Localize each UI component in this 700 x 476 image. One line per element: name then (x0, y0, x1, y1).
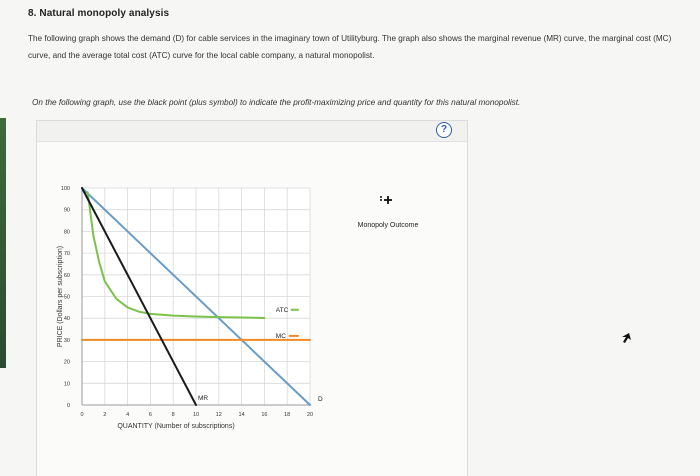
x-tick-label: 10 (192, 412, 200, 418)
y-tick-label: 80 (63, 229, 70, 236)
question-title: 8. Natural monopoly analysis (28, 8, 170, 19)
help-icon[interactable]: ? (436, 122, 452, 138)
y-tick-label: 40 (63, 316, 70, 323)
x-tick-label: 20 (306, 412, 314, 418)
y-tick-label: 10 (63, 381, 70, 388)
question-paragraph: The following graph shows the demand (D) for cable services in the imaginary town of Utilityburg. The graph also shows the marginal revenue (MR) curve, the marginal cost (MC) curve, and the average total cost (ATC) curve for the local cable company, a natural monopolist. (28, 34, 672, 60)
y-tick-label: 30 (63, 337, 70, 344)
x-tick-label: 4 (126, 412, 130, 418)
cursor-icon (622, 333, 631, 343)
x-axis-title: QUANTITY (Number of subscriptions) (117, 423, 235, 430)
x-tick-label: 2 (103, 412, 107, 418)
plus-point-dot-left (380, 199, 382, 201)
y-tick-label: 20 (63, 359, 70, 366)
y-tick-label: 0 (66, 403, 70, 409)
y-tick-label: 60 (63, 272, 70, 279)
y-tick-label: 90 (63, 207, 70, 214)
x-tick-label: 0 (80, 412, 84, 418)
label-atc: ATC (275, 306, 289, 314)
question-instruction: On the following graph, use the black point (plus symbol) to indicate the profit-maximizing price and quantity for this natural monopolist. (32, 98, 521, 107)
x-tick-label: 18 (284, 412, 291, 418)
label-d: D (318, 396, 323, 403)
x-tick-label: 8 (171, 412, 175, 418)
y-tick-label: 100 (60, 186, 70, 192)
x-tick-label: 16 (261, 412, 268, 418)
tool-palette[interactable] (358, 196, 631, 343)
y-axis-title: PRICE (Dollars per subscription) (57, 245, 64, 348)
y-tick-label: 50 (63, 294, 70, 301)
label-mc: MC (275, 332, 286, 340)
label-mr: MR (198, 395, 209, 402)
x-tick-label: 12 (215, 412, 222, 418)
x-tick-label: 14 (238, 412, 245, 418)
tool-label-monopoly-outcome[interactable]: Monopoly Outcome (357, 222, 419, 229)
y-tick-label: 70 (63, 251, 70, 258)
plus-point-dot-top (380, 196, 382, 198)
x-tick-label: 6 (148, 412, 152, 418)
